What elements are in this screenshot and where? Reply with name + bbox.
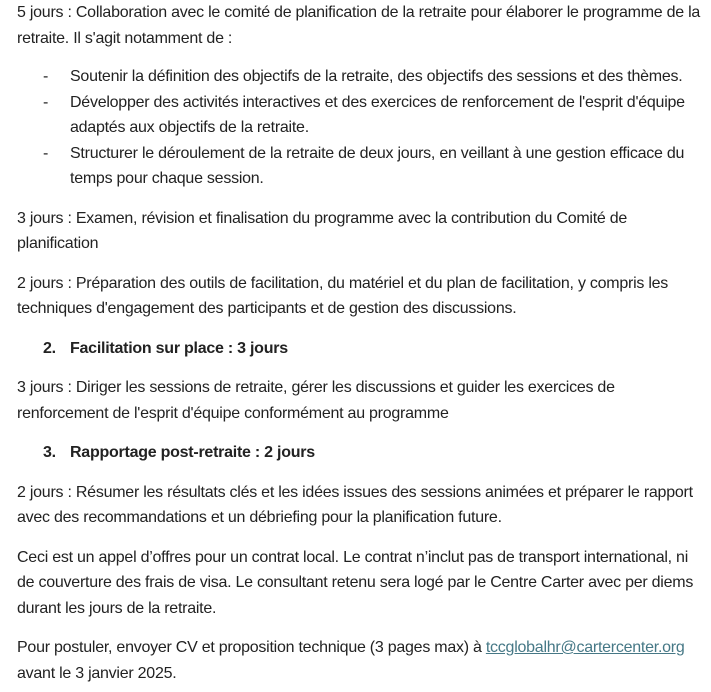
apply-deadline: avant le 3 janvier 2025. (17, 664, 177, 682)
bullet-text: Soutenir la définition des objectifs de la retraite, des objectifs des sessions et des thèmes. (70, 68, 683, 85)
bullet-dash: - (43, 93, 49, 111)
bullet-item (17, 64, 701, 90)
section-heading-onsite (17, 336, 701, 362)
bullet-dash: - (43, 144, 49, 162)
section-title: Rapportage post-retraite : 2 jours (70, 444, 315, 461)
lead-sessions-paragraph: 3 jours : Diriger les sessions de retraite, gérer les discussions et guider les exercices de renforcement de l'esprit d'équipe conformément au programme (17, 379, 615, 422)
email-link[interactable]: tccglobalhr@cartercenter.org (485, 639, 685, 656)
section-title: Facilitation sur place : 3 jours (70, 339, 288, 357)
bullet-item (17, 90, 701, 141)
contract-paragraph: Ceci est un appel d’offres pour un contrat local. Le contrat n’inclut pas de transport international, ni de couverture des frais de visa. Le consultant retenu sera logé par le Centre Carter avec per diems durant les jours de la retraite. (17, 548, 694, 617)
summary-paragraph: 2 jours : Résumer les résultats clés et les idées issues des sessions animées et préparer le rapport avec des recommandations et un débriefing pour la planification future. (17, 483, 693, 526)
bullet-item (17, 141, 701, 192)
section-number: 2. (43, 339, 56, 357)
bullet-text: Structurer le déroulement de la retraite de deux jours, en veillant à une gestion efficace du temps pour chaque session. (70, 144, 685, 187)
apply-paragraph (17, 635, 701, 686)
section-number: 3. (43, 444, 56, 461)
document-body (17, 0, 701, 686)
review-paragraph: 3 jours : Examen, révision et finalisation du programme avec la contribution du Comité de planification (17, 209, 628, 252)
section-heading-reporting (17, 440, 701, 466)
intro-paragraph: 5 jours : Collaboration avec le comité de planification de la retraite pour élaborer le programme de la retraite. Il s'agit notamment de : (17, 4, 701, 47)
bullet-dash: - (43, 68, 49, 85)
task-bullet-list (17, 64, 701, 192)
bullet-text: Développer des activités interactives et des exercices de renforcement de l'esprit d'équipe adaptés aux objectifs de la retraite. (70, 93, 685, 136)
apply-text: Pour postuler, envoyer CV et proposition technique (3 pages max) à (17, 639, 486, 656)
preparation-paragraph: 2 jours : Préparation des outils de facilitation, du matériel et du plan de facilitation, y compris les techniques d'engagement des participants et de gestion des discussions. (17, 274, 669, 317)
